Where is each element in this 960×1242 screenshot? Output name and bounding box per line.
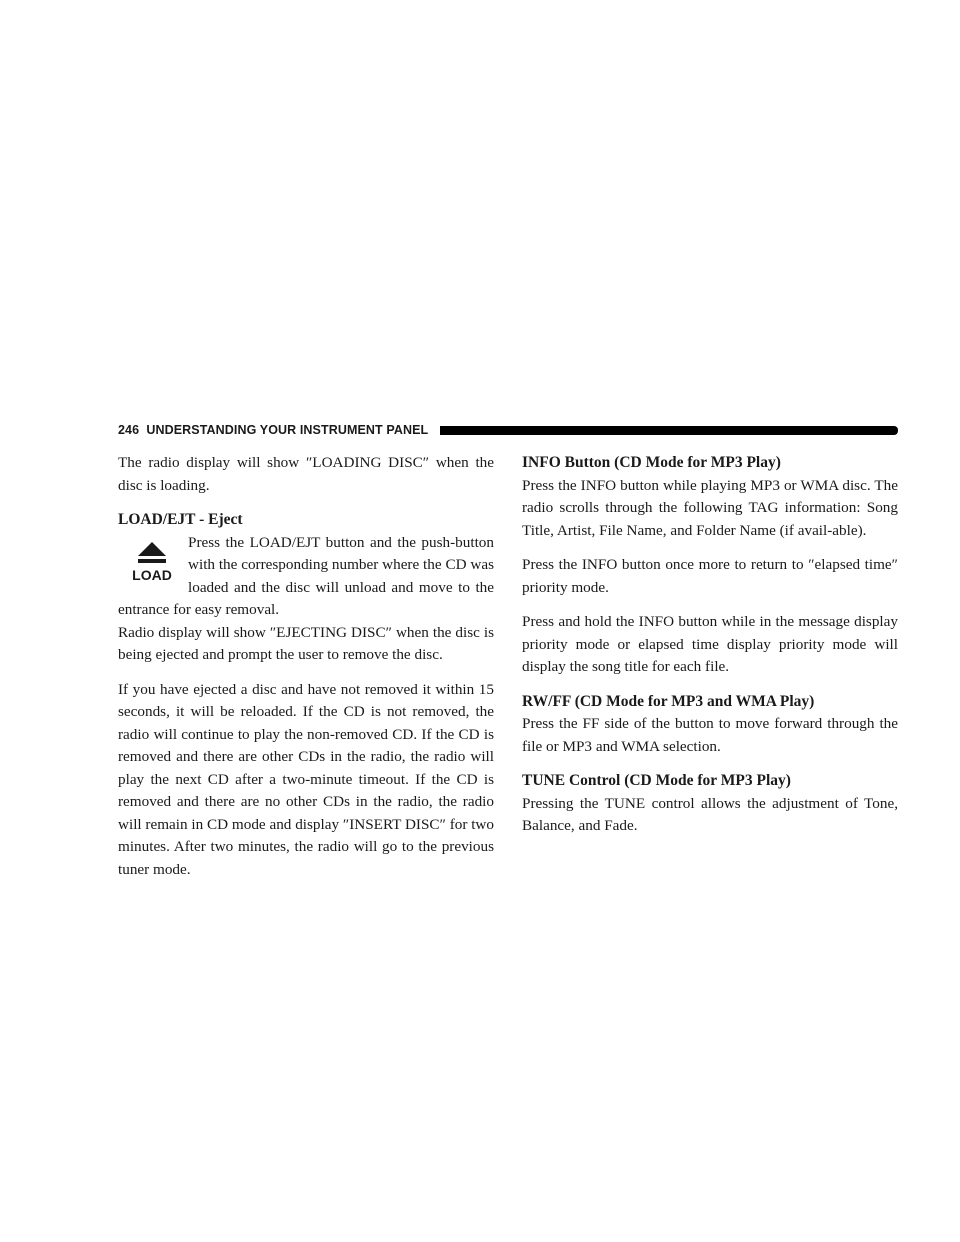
info-paragraph-1: Press the INFO button while playing MP3 or WMA disc. The radio scrolls through the following TAG information: Song Title, Artist, File Name, and Folder Name (if avail-able). — [522, 476, 898, 539]
eject-icon-label: LOAD — [132, 566, 172, 583]
info-paragraph-3: Press and hold the INFO button while in the message display priority mode or elapsed time display priority mode will display the song title for each file. — [522, 613, 898, 675]
info-paragraph-2: Press the INFO button once more to return to ″elapsed time″ priority mode. — [522, 556, 898, 596]
page-header-text — [118, 421, 428, 439]
eject-icon — [126, 538, 178, 596]
loading-disc-paragraph: The radio display will show ″LOADING DISC″ when the disc is loading. — [118, 454, 494, 494]
header-rule — [440, 426, 898, 435]
section-title: UNDERSTANDING YOUR INSTRUMENT PANEL — [146, 423, 429, 437]
reload-paragraph: If you have ejected a disc and have not removed it within 15 seconds, it will be reloaded. If the CD is not removed, the radio will continue to play the non-removed CD. If the CD is removed and there are other CDs in the radio, the radio will play the next CD after a two-minute timeout. If the CD is removed and there are no other CDs in the radio, the radio will remain in CD mode and display ″INSERT DISC″ for two minutes. After two minutes, the radio will go to the previous tuner mode. — [118, 680, 494, 878]
page-header — [118, 421, 898, 439]
left-column — [118, 452, 494, 893]
page-number: 246 — [118, 423, 140, 437]
rw-ff-paragraph: Press the FF side of the button to move forward through the file or MP3 and WMA selection. — [522, 715, 898, 755]
rw-ff-heading: RW/FF (CD Mode for MP3 and WMA Play) — [522, 692, 815, 710]
eject-triangle-icon — [126, 538, 178, 568]
tune-control-heading: TUNE Control (CD Mode for MP3 Play) — [522, 772, 791, 789]
ejecting-disc-paragraph: Radio display will show ″EJECTING DISC″ when the disc is being ejected and prompt the user to remove the disc. — [118, 623, 494, 663]
info-button-heading: INFO Button (CD Mode for MP3 Play) — [522, 454, 781, 471]
right-column — [522, 452, 898, 850]
load-eject-block — [118, 532, 494, 622]
load-eject-paragraph: Press the LOAD/EJT button and the push-button with the corresponding number where the CD was loaded and the disc will unload and move to the entrance for easy removal. — [118, 533, 494, 618]
tune-control-paragraph: Pressing the TUNE control allows the adjustment of Tone, Balance, and Fade. — [522, 794, 898, 834]
load-eject-heading: LOAD/EJT - Eject — [118, 511, 243, 528]
